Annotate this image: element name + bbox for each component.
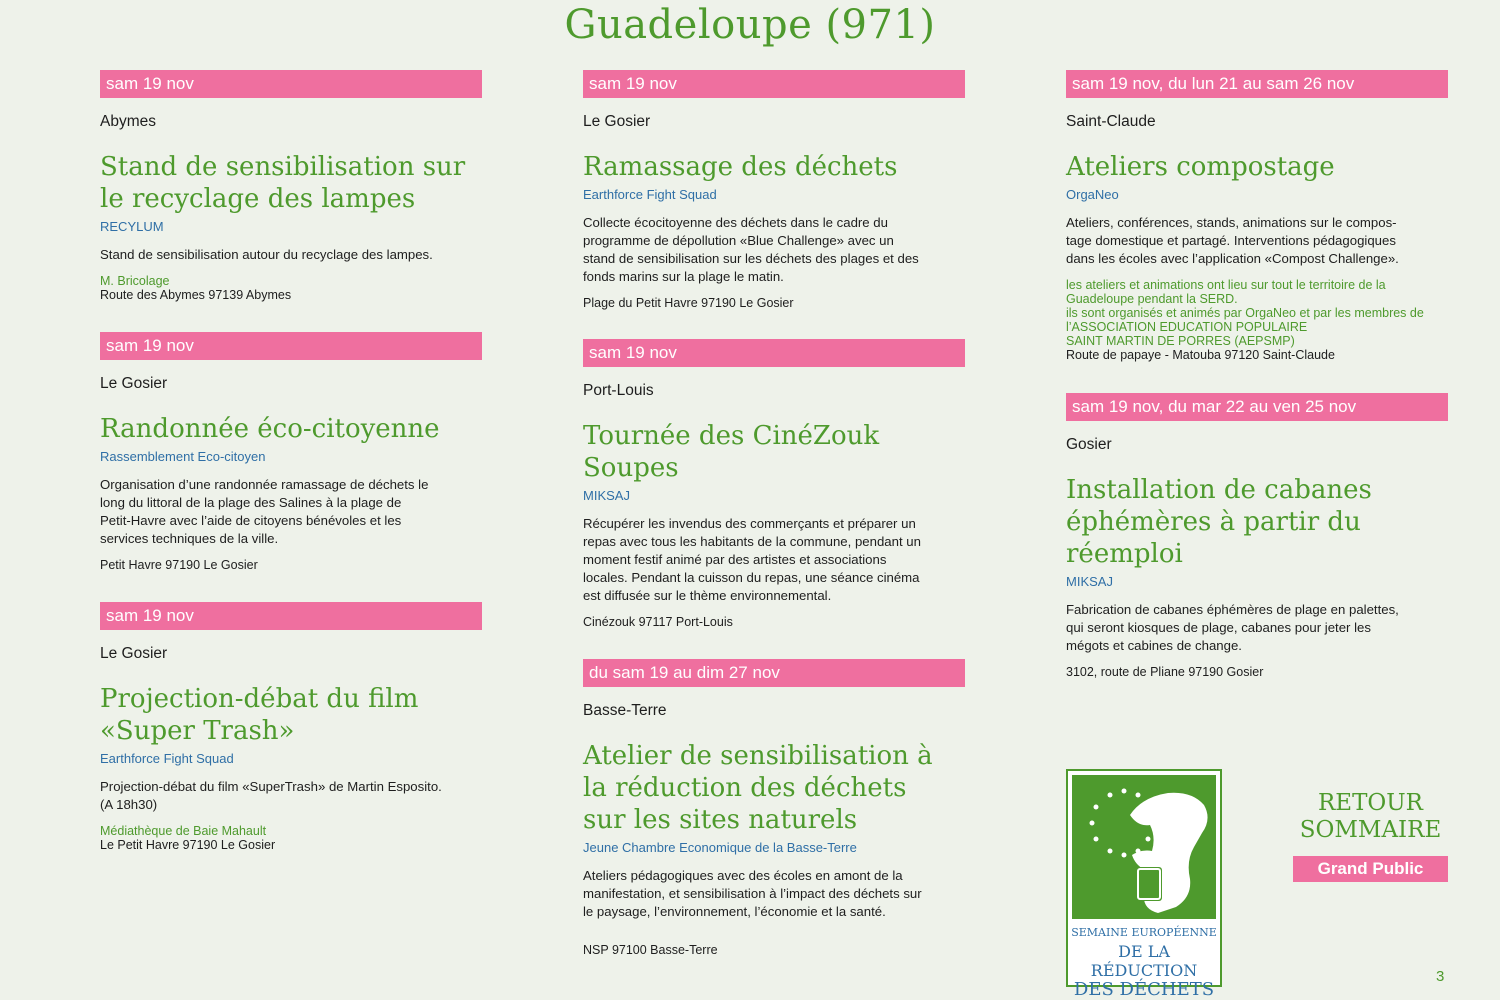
event-title [583,740,965,836]
event-organizer: OrgaNeo [1066,187,1119,202]
event-place: Basse-Terre [583,702,667,719]
page-number: 3 [1436,968,1445,985]
event-note-line: l’ASSOCIATION EDUCATION POPULAIRE [1066,320,1308,334]
event-note-line: SAINT MARTIN DE PORRES (AEPSMP) [1066,334,1295,348]
retour-sommaire-line: RETOUR [1317,790,1423,816]
event-organizer: Jeune Chambre Economique de la Basse-Terre [583,840,857,855]
event-title-line: Projection-débat du film [100,684,419,714]
event-place: Le Gosier [100,645,168,662]
event-description-line: locales. Pendant la cuisson du repas, une séance cinéma [583,570,920,585]
event-title [100,413,482,445]
event-place: Gosier [1066,436,1112,453]
event-title-line: sur les sites naturels [583,805,858,835]
serd-logo [1066,769,1222,1000]
event-organizer: Earthforce Fight Squad [100,751,234,766]
event-address: NSP 97100 Basse-Terre [583,943,718,957]
event-title [1066,474,1448,570]
event-title-line: Ramassage des déchets [583,152,898,182]
event-description-line: Fabrication de cabanes éphémères de plage en palettes, [1066,602,1399,617]
event-card [583,339,965,630]
event-address: Route de papaye - Matouba 97120 Saint-Claude [1066,348,1335,362]
event-description-line: Récupérer les invendus des commerçants et préparer un [583,516,916,531]
event-description-line: Organisation d’une randonnée ramassage de déchets le [100,477,429,492]
event-organizer: Earthforce Fight Squad [583,187,717,202]
event-title-line: Atelier de sensibilisation à [583,741,933,771]
event-card [583,70,965,311]
event-organizer: MIKSAJ [583,488,630,503]
event-description [583,867,965,921]
event-address: Petit Havre 97190 Le Gosier [100,558,258,572]
event-card [1066,393,1448,680]
event-title [583,420,965,484]
event-description-line: Projection-débat du film «SuperTrash» de Martin Esposito. [100,779,442,794]
event-description-line: est diffusée sur le thème environnemental. [583,588,832,603]
event-description-line: manifestation, et sensibilisation à l’impact des déchets sur [583,886,922,901]
event-title-line: Installation de cabanes [1066,475,1372,505]
event-description-line: stand de sensibilisation sur les déchets des plages et des [583,251,919,266]
event-title [583,151,965,183]
serd-logo-line: DE LA RÉDUCTION [1090,942,1198,980]
event-address: Plage du Petit Havre 97190 Le Gosier [583,296,794,310]
event-description [1066,214,1448,268]
event-description [100,246,482,264]
event-title-line: Tournée des CinéZouk [583,421,880,451]
event-title-line: la réduction des déchets [583,773,907,803]
event-description-line: long du littoral de la plage des Salines à la plage de [100,495,402,510]
event-date-bar: sam 19 nov [100,332,482,360]
event-title-line: Ateliers compostage [1066,152,1335,182]
event-address: Le Petit Havre 97190 Le Gosier [100,838,276,852]
event-note [1066,278,1448,348]
event-description-line: programme de dépollution «Blue Challenge» avec un [583,233,894,248]
event-description-line: tage domestique et partagé. Interventions pédagogiques [1066,233,1396,248]
event-date-bar: sam 19 nov [583,339,965,367]
event-organizer: RECYLUM [100,219,164,234]
event-title-line: Stand de sensibilisation sur [100,152,466,182]
event-description-line: Stand de sensibilisation autour du recyclage des lampes. [100,247,433,262]
event-description [583,214,965,286]
event-place: Le Gosier [100,375,168,392]
event-date-bar: sam 19 nov [100,602,482,630]
event-organizer: Rassemblement Eco-citoyen [100,449,266,464]
event-description [1066,601,1448,655]
event-card [1066,70,1448,363]
event-description [100,476,482,548]
event-description-line: services techniques de la ville. [100,531,279,546]
event-card [100,70,482,303]
serd-logo-line: DES DÉCHETS [1073,979,1215,1000]
event-address: Cinézouk 97117 Port-Louis [583,615,733,629]
event-place: Saint-Claude [1066,113,1156,130]
event-title-line: réemploi [1066,539,1183,569]
event-title-line: «Super Trash» [100,716,295,746]
event-description-line: fonds marins sur la plage le matin. [583,269,784,284]
retour-sommaire-link[interactable] [1293,790,1448,844]
event-organizer: MIKSAJ [1066,574,1113,589]
event-description [100,778,482,814]
event-place: Le Gosier [583,113,651,130]
grand-public-button[interactable]: Grand Public [1293,856,1448,882]
event-title [100,683,482,747]
event-address: 3102, route de Pliane 97190 Gosier [1066,665,1264,679]
event-card [100,602,482,853]
event-date-bar: sam 19 nov, du mar 22 au ven 25 nov [1066,393,1448,421]
event-description-line: repas avec tous les habitants de la commune, pendant un [583,534,921,549]
event-venue: M. Bricolage [100,274,170,288]
event-title-line: Soupes [583,453,679,483]
event-date-bar: sam 19 nov [583,70,965,98]
event-description-line: Collecte écocitoyenne des déchets dans le cadre du [583,215,888,230]
event-description [583,515,965,605]
event-date-bar: sam 19 nov, du lun 21 au sam 26 nov [1066,70,1448,98]
event-description-line: Ateliers pédagogiques avec des écoles en amont de la [583,868,903,883]
event-note-line: Guadeloupe pendant la SERD. [1066,292,1238,306]
event-description-line: (A 18h30) [100,797,158,812]
event-note-line: ils sont organisés et animés par OrgaNeo et par les membres de [1066,306,1424,320]
event-place: Port-Louis [583,382,654,399]
event-date-bar: sam 19 nov [100,70,482,98]
serd-logo-text [1070,923,1218,999]
event-card [583,659,965,958]
event-description-line: le paysage, l’environnement, l’économie et la santé. [583,904,886,919]
event-title-line: le recyclage des lampes [100,184,416,214]
event-note-line: les ateliers et animations ont lieu sur tout le territoire de la [1066,278,1386,292]
event-title-line: Randonnée éco-citoyenne [100,414,440,444]
event-description-line: Ateliers, conférences, stands, animations sur le compos- [1066,215,1397,230]
event-address: Route des Abymes 97139 Abymes [100,288,292,302]
serd-hand-emblem-icon [1072,775,1216,919]
event-date-bar: du sam 19 au dim 27 nov [583,659,965,687]
event-venue: Médiathèque de Baie Mahault [100,824,267,838]
event-description-line: Petit-Havre avec l’aide de citoyens bénévoles et les [100,513,402,528]
event-description-line: moment festif animé par des artistes et associations [583,552,887,567]
event-title-line: éphémères à partir du [1066,507,1361,537]
event-title [100,151,482,215]
event-description-line: dans les écoles avec l’application «Compost Challenge». [1066,251,1399,266]
retour-sommaire-line: SOMMAIRE [1299,817,1442,843]
serd-logo-line: SEMAINE EUROPÉENNE [1071,926,1217,939]
event-title [1066,151,1448,183]
page-title: Guadeloupe (971) [564,2,936,48]
event-place: Abymes [100,113,156,130]
event-card [100,332,482,573]
event-description-line: qui seront kiosques de plage, cabanes pour jeter les [1066,620,1371,635]
event-description-line: mégots et cabines de change. [1066,638,1242,653]
